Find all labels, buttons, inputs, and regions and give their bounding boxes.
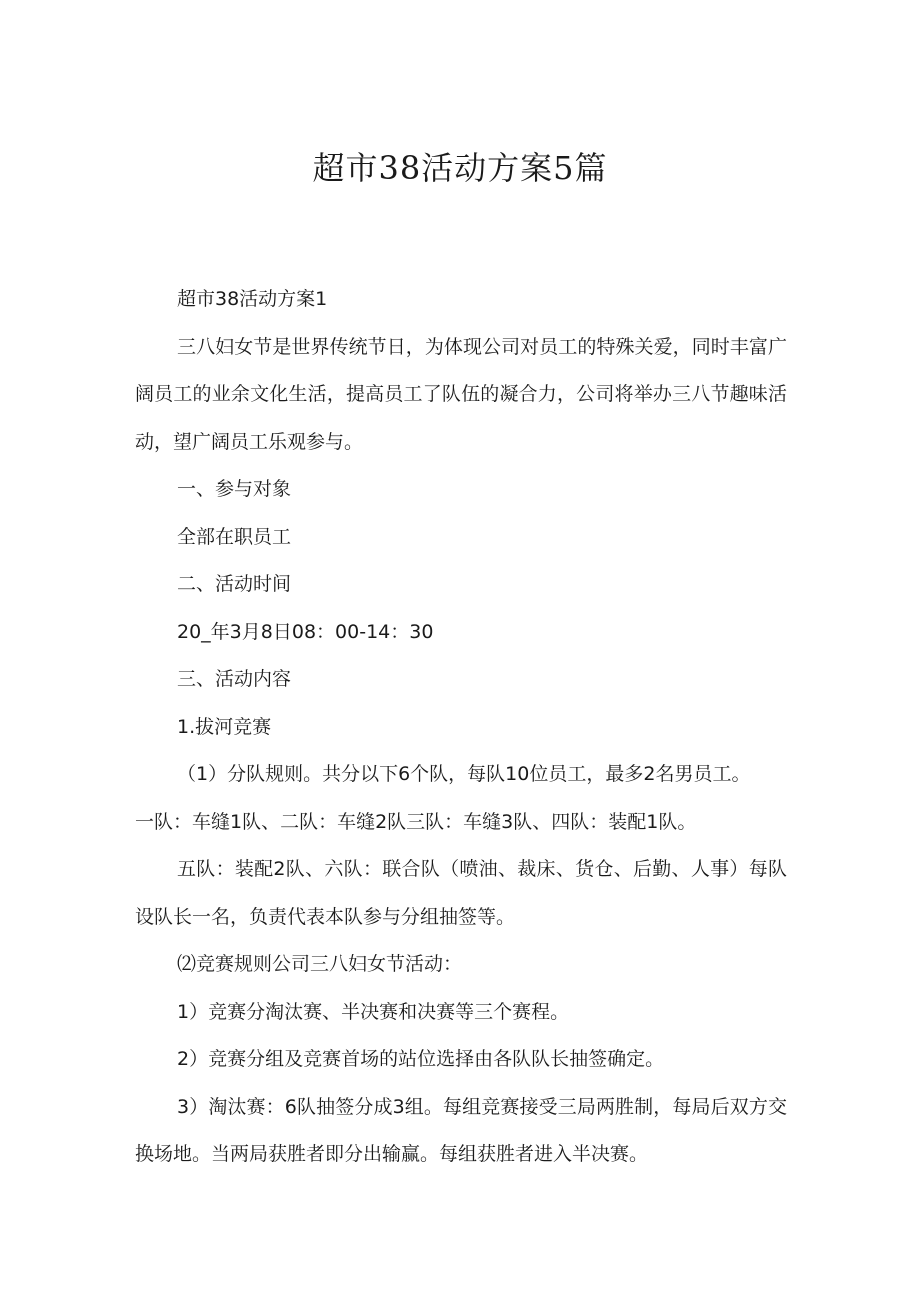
paragraph: 五队：装配2队、六队：联合队（喷油、裁床、货仓、后勤、人事）每队设队长一名，负责代表本队参与分组抽签等。: [135, 858, 787, 928]
intro-paragraph: 三八妇女节是世界传统节日，为体现公司对员工的特殊关爱，同时丰富广阔员工的业余文化生活，提高员工了队伍的凝合力，公司将举办三八节趣味活动，望广阔员工乐观参与。: [135, 335, 787, 453]
paragraph: 全部在职员工: [177, 525, 292, 548]
section-heading: 超市38活动方案1: [177, 288, 328, 310]
paragraph: （1）分队规则。共分以下6个队，每队10位员工，最多2名男员工。: [177, 763, 751, 785]
section-heading: 三、活动内容: [177, 668, 292, 690]
section-heading: 一、参与对象: [177, 478, 292, 500]
document-body: [135, 276, 787, 1179]
paragraph: 一队：车缝1队、二队：车缝2队三队：车缝3队、四队：装配1队。: [135, 810, 697, 833]
section-heading: 1.拔河竞赛: [177, 715, 272, 738]
paragraph: ⑵竞赛规则公司三八妇女节活动：: [177, 953, 463, 975]
paragraph: 3）淘汰赛：6队抽签分成3组。每组竞赛接受三局两胜制，每局后双方交换场地。当两局获胜者即分出输赢。每组获胜者进入半决赛。: [135, 1095, 787, 1165]
paragraph: 20_年3月8日08：00-14：30: [177, 620, 434, 643]
document-title: 超市38活动方案5篇: [312, 149, 608, 187]
paragraph: 2）竞赛分组及竞赛首场的站位选择由各队队长抽签确定。: [177, 1048, 665, 1070]
section-heading: 二、活动时间: [177, 573, 292, 595]
paragraph: 1）竞赛分淘汰赛、半决赛和决赛等三个赛程。: [177, 1000, 570, 1023]
